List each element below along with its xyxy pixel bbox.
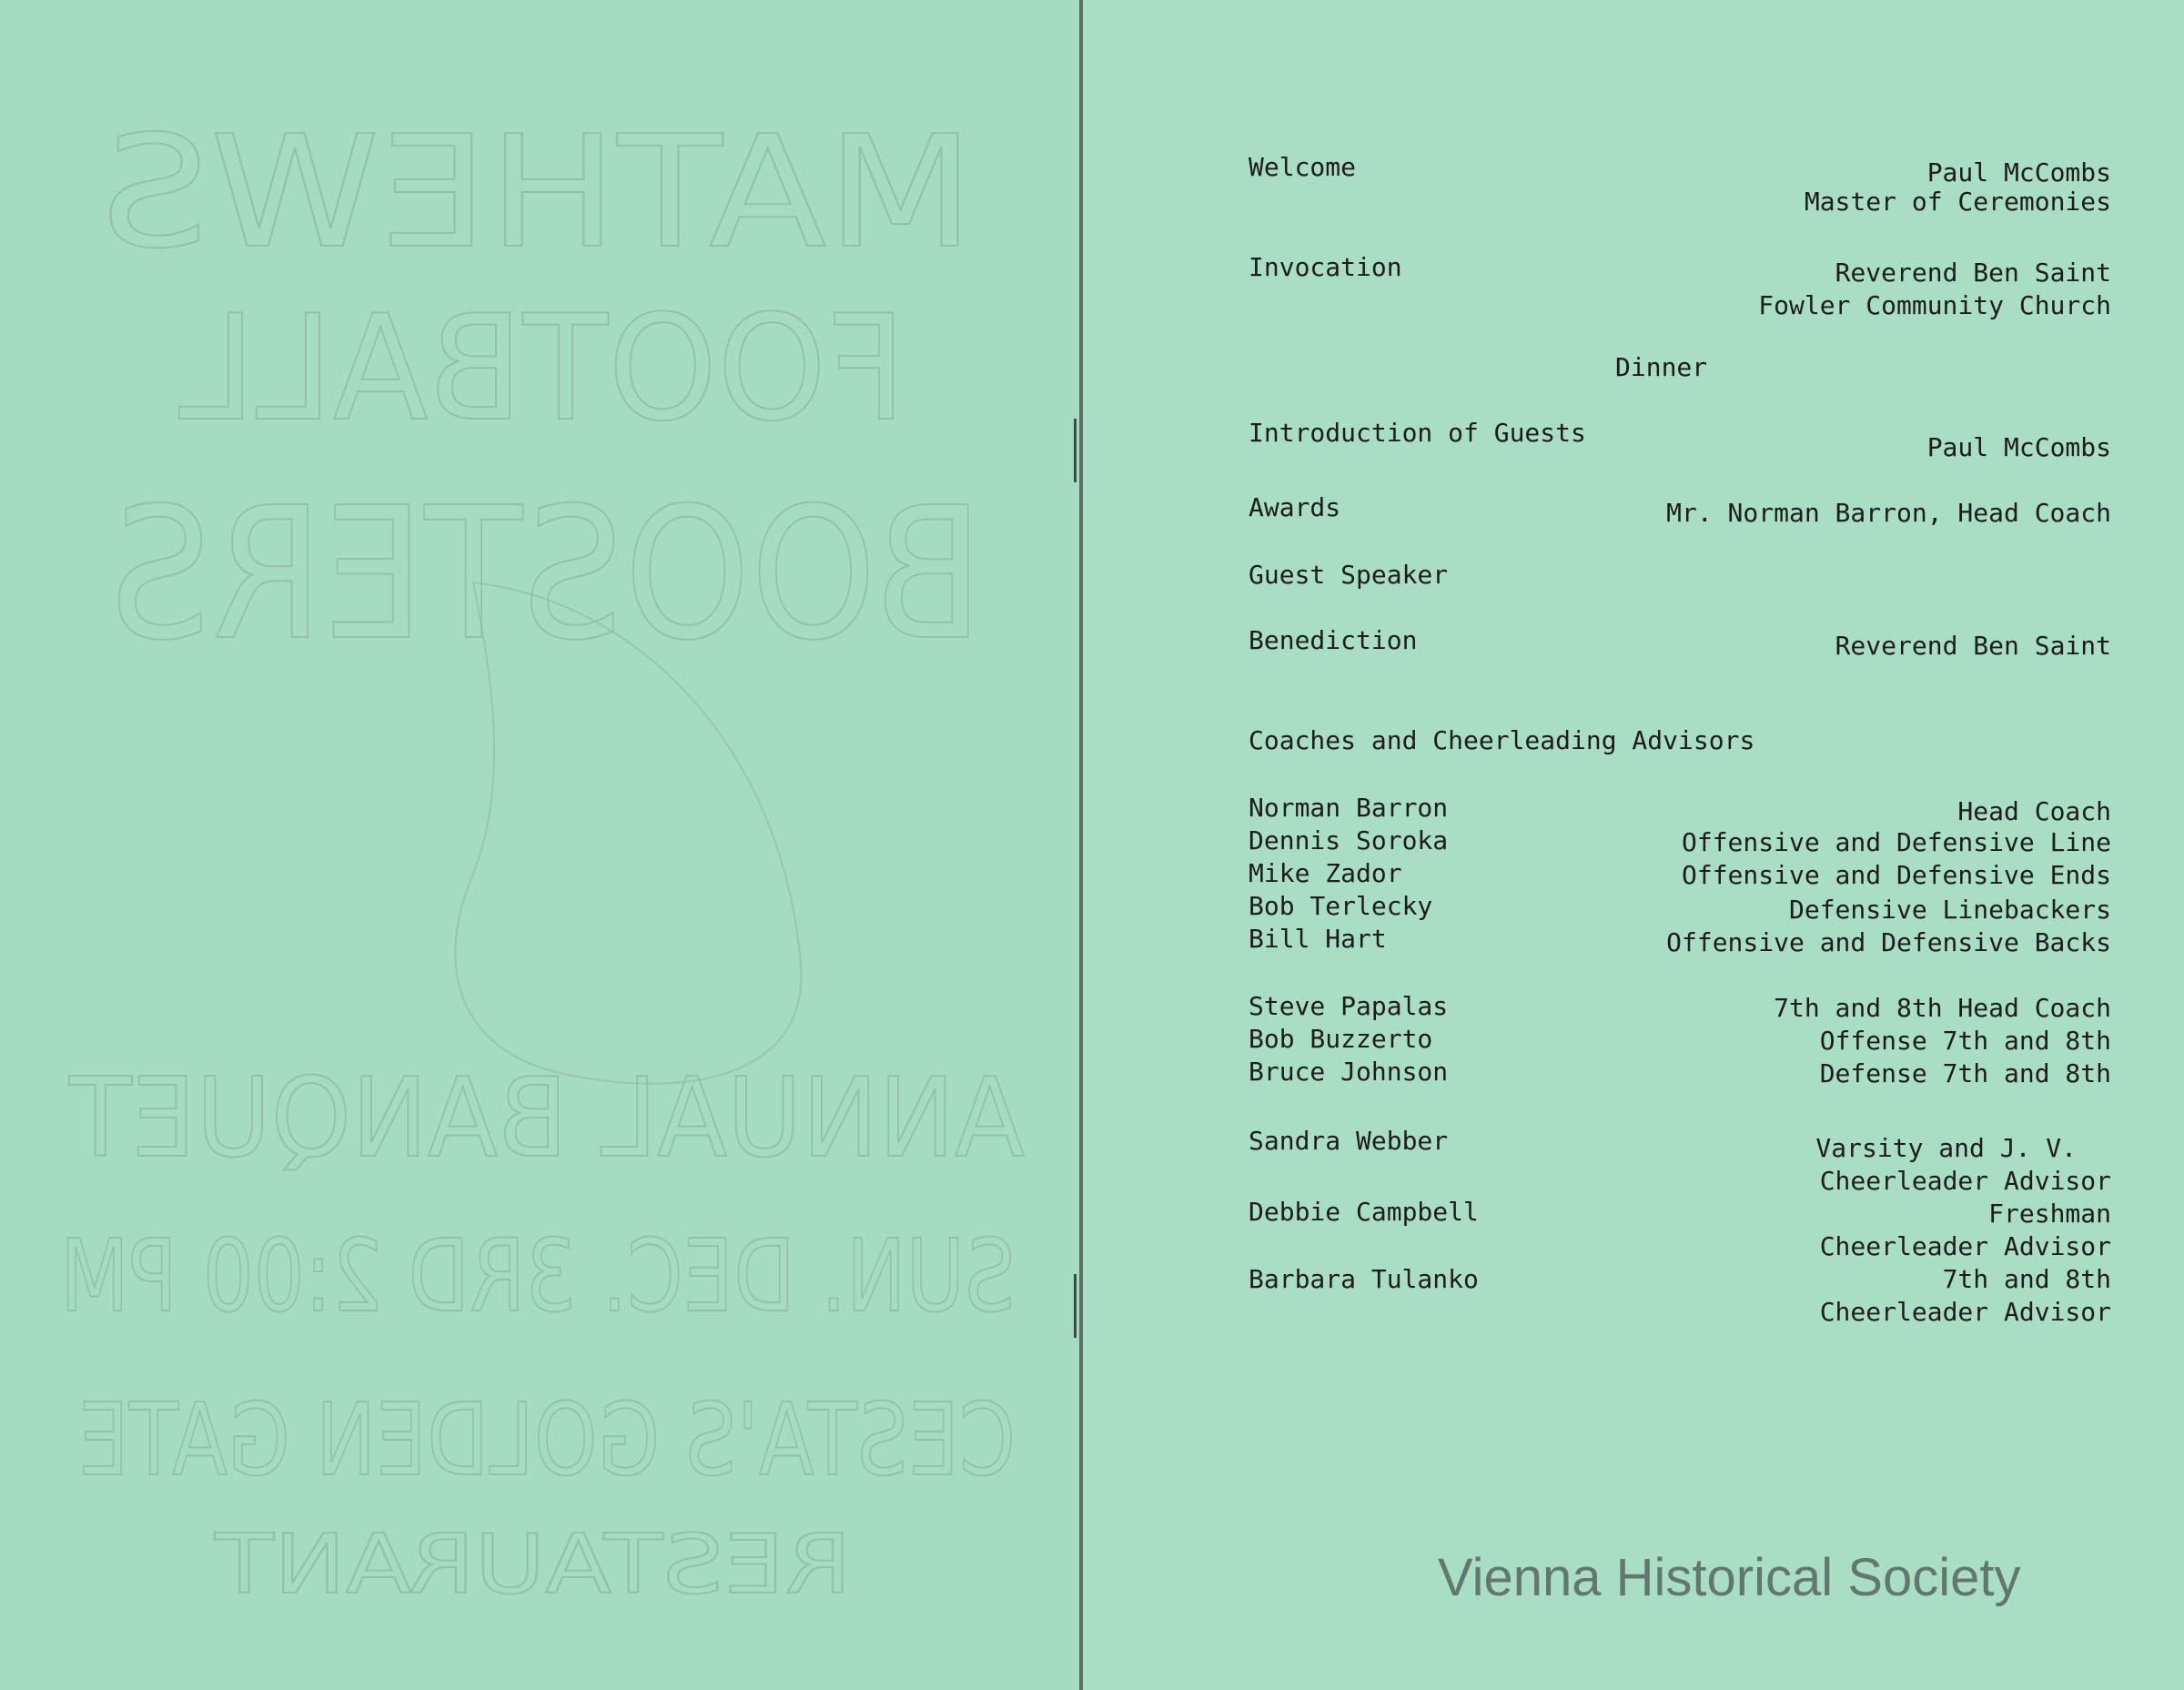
- staff-role-1: Head Coach: [1957, 796, 2111, 826]
- staff-name-6: Steve Papalas: [1249, 991, 1449, 1021]
- advisor-role-1b: Cheerleader Advisor: [1819, 1166, 2111, 1196]
- bleed-title-boosters: BOOSTERS: [110, 469, 984, 681]
- awards-person: Mr. Norman Barron, Head Coach: [1666, 498, 2111, 528]
- staff-role-3: Offensive and Defensive Ends: [1681, 860, 2111, 890]
- invocation-person: Reverend Ben Saint: [1835, 258, 2111, 288]
- advisor-role-3a: 7th and 8th: [1942, 1264, 2111, 1294]
- staff-name-3: Mike Zador: [1249, 858, 1402, 888]
- welcome-label: Welcome: [1249, 152, 1357, 182]
- staff-name-8: Bruce Johnson: [1249, 1057, 1449, 1087]
- advisor-role-1a: Varsity and J. V.: [1815, 1133, 2077, 1163]
- staff-role-5: Offensive and Defensive Backs: [1666, 927, 2111, 957]
- right-page: [1083, 0, 2184, 1690]
- advisor-role-3b: Cheerleader Advisor: [1819, 1297, 2111, 1327]
- invocation-label: Invocation: [1249, 252, 1402, 282]
- program-text: [1083, 0, 2184, 1690]
- staff-name-5: Bill Hart: [1249, 924, 1387, 954]
- advisor-role-2b: Cheerleader Advisor: [1819, 1231, 2111, 1261]
- bleed-title-mathews: MATHEWS: [101, 103, 975, 283]
- advisor-role-2a: Freshman: [1988, 1199, 2111, 1229]
- staff-role-2: Offensive and Defensive Line: [1681, 827, 2111, 857]
- staff-name-2: Dennis Soroka: [1249, 825, 1449, 855]
- advisor-name-3: Barbara Tulanko: [1249, 1264, 1479, 1294]
- advisor-name-2: Debbie Campbell: [1249, 1197, 1479, 1227]
- advisor-name-1: Sandra Webber: [1249, 1126, 1449, 1156]
- staff-role-4: Defensive Linebackers: [1788, 895, 2111, 925]
- dinner-label: Dinner: [1615, 352, 1708, 382]
- staff-role-7: Offense 7th and 8th: [1819, 1026, 2111, 1056]
- left-page: [0, 0, 1079, 1690]
- bleed-restaurant-2: RESTAURANT: [213, 1517, 852, 1613]
- staff-role-8: Defense 7th and 8th: [1819, 1058, 2111, 1088]
- welcome-role: Master of Ceremonies: [1804, 187, 2111, 217]
- speaker-label: Guest Speaker: [1249, 560, 1449, 590]
- benediction-person: Reverend Ben Saint: [1835, 631, 2111, 661]
- bleed-banquet: ANNUAL BANQUET: [68, 1056, 1025, 1182]
- invocation-role: Fowler Community Church: [1758, 290, 2111, 320]
- cover-show-through: [0, 0, 1079, 1690]
- guests-label: Introduction of Guests: [1249, 418, 1586, 448]
- bleed-restaurant: CESTA'S GOLDEN GATE: [78, 1381, 1016, 1498]
- staff-name-7: Bob Buzzerto: [1249, 1024, 1433, 1054]
- coaches-heading: Coaches and Cheerleading Advisors: [1249, 725, 1755, 755]
- staff-role-6: 7th and 8th Head Coach: [1774, 993, 2111, 1023]
- bleed-date: SUN. DEC. 3RD 2:00 PM: [60, 1218, 1016, 1334]
- welcome-person: Paul McCombs: [1926, 157, 2111, 187]
- awards-label: Awards: [1249, 492, 1341, 522]
- staff-name-1: Norman Barron: [1249, 793, 1449, 823]
- benediction-label: Benediction: [1249, 625, 1418, 655]
- vienna-historical-society-watermark: Vienna Historical Society: [1438, 1548, 2021, 1607]
- staff-name-4: Bob Terlecky: [1249, 891, 1433, 921]
- guests-person: Paul McCombs: [1926, 432, 2111, 462]
- bleed-title-football: FOOTBALL: [178, 283, 906, 453]
